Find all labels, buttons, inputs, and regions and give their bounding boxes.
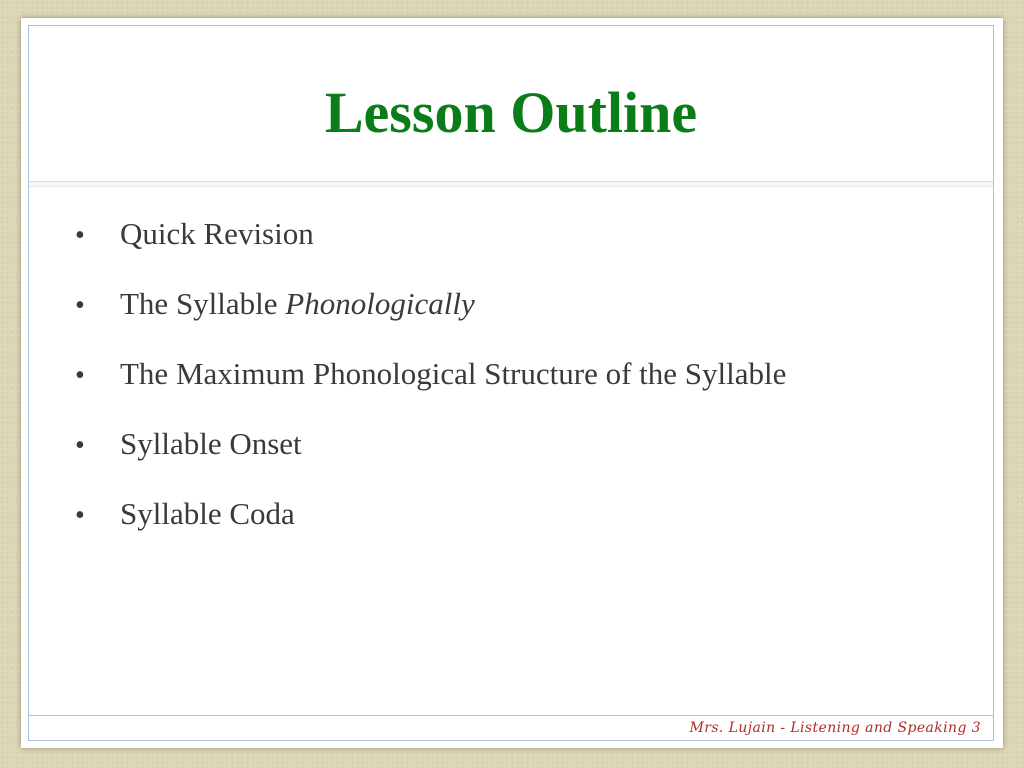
slide-frame: [28, 25, 994, 741]
footer-divider: [29, 715, 993, 716]
bullet-item: [75, 426, 786, 496]
slide-title: Lesson Outline: [324, 80, 698, 145]
slide: [21, 18, 1003, 748]
bullet-icon: •: [75, 290, 85, 321]
bullet-text: The Maximum Phonological Structure of the Syllable: [120, 356, 787, 391]
slide-footer: Mrs. Lujain - Listening and Speaking 3: [689, 720, 981, 736]
title-area: [29, 26, 993, 182]
bullet-icon: •: [75, 220, 85, 251]
bullet-item: [75, 496, 786, 566]
bullet-emphasis: Phonologically: [285, 286, 475, 321]
bullet-text: The Syllable Phonologically: [120, 286, 475, 321]
bullet-text: Syllable Coda: [120, 496, 295, 531]
bullet-item: [75, 286, 786, 356]
bullet-item: [75, 356, 786, 426]
bullet-text: Syllable Onset: [120, 426, 302, 461]
bullet-text: Quick Revision: [120, 216, 314, 251]
title-divider: [29, 181, 993, 187]
bullet-list: [75, 216, 786, 566]
bullet-icon: •: [75, 360, 85, 391]
bullet-icon: •: [75, 500, 85, 531]
bullet-item: [75, 216, 786, 286]
bullet-icon: •: [75, 430, 85, 461]
